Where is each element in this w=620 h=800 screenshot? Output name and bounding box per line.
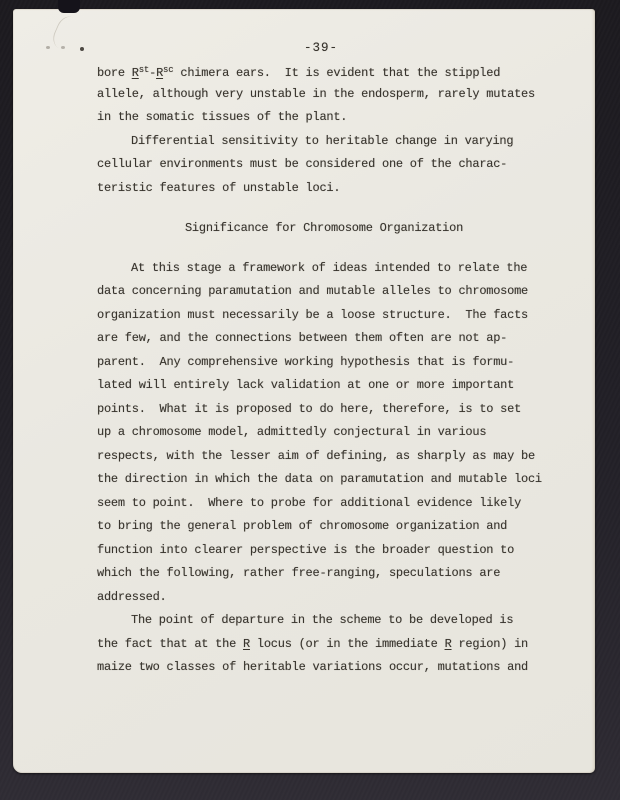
text-line	[97, 59, 551, 83]
text-line	[97, 445, 551, 469]
text-line	[97, 468, 551, 492]
text-line	[97, 177, 551, 201]
text-segment: bore	[97, 66, 132, 80]
text-line	[97, 83, 551, 107]
text-line	[97, 398, 551, 422]
text-segment: At this stage a framework of ideas intended to relate the	[131, 260, 528, 275]
underlined-gene-symbol: R	[444, 636, 452, 651]
pencil-dot	[61, 46, 65, 49]
text-segment: cellular environments must be considered one of the charac-	[97, 157, 508, 171]
text-line	[97, 609, 551, 633]
document-page	[13, 9, 595, 773]
text-segment: allele, although very unstable in the endosperm, rarely mutates	[97, 86, 535, 101]
text-segment: maize two classes of heritable variations occur, mutations and	[97, 660, 528, 674]
pencil-dot	[80, 47, 84, 51]
text-line	[97, 539, 551, 563]
text-segment: addressed.	[97, 589, 167, 604]
text-segment: the fact that at the	[97, 636, 243, 651]
text-line	[97, 515, 551, 539]
text-line	[97, 492, 551, 516]
text-segment: the direction in which the data on paramutation and mutable loci	[97, 472, 542, 486]
superscript-allele: sc	[163, 65, 174, 75]
text-segment: -	[149, 66, 157, 80]
text-segment: chimera ears. It is evident that the stippled	[173, 66, 501, 80]
text-segment: Differential sensitivity to heritable change in varying	[131, 133, 514, 148]
text-segment: parent. Any comprehensive working hypothesis that is formu-	[97, 354, 515, 369]
text-line	[97, 304, 551, 328]
blank-line	[97, 200, 551, 217]
text-line	[97, 562, 551, 586]
text-segment: seem to point. Where to probe for additional evidence likely	[97, 495, 522, 510]
text-segment: points. What it is proposed to do here, therefore, is to set	[97, 401, 522, 416]
underlined-gene-symbol: R	[242, 636, 250, 651]
text-segment: up a chromosome model, admittedly conjectural in various	[97, 425, 487, 439]
typewritten-text-block	[97, 59, 551, 680]
text-line	[97, 106, 551, 130]
text-line	[97, 656, 551, 680]
text-line	[97, 586, 551, 610]
text-line	[97, 633, 551, 657]
underlined-gene-symbol: R	[156, 66, 164, 80]
text-segment: in the somatic tissues of the plant.	[97, 110, 348, 124]
text-segment: locus (or in the immediate	[249, 636, 445, 651]
text-segment: respects, with the lesser aim of defining, as sharply as may be	[97, 448, 535, 463]
superscript-allele: st	[138, 65, 150, 75]
underlined-gene-symbol: R	[131, 66, 139, 80]
text-line	[97, 257, 551, 281]
text-segment: region) in	[451, 636, 528, 651]
scanner-edge-notch	[58, 0, 80, 13]
text-line	[97, 421, 551, 445]
text-segment: teristic features of unstable loci.	[97, 180, 341, 195]
text-segment: Significance for Chromosome Organization	[184, 220, 464, 235]
text-segment: lated will entirely lack validation at one or more important	[97, 378, 515, 392]
section-heading	[97, 217, 551, 241]
text-segment: to bring the general problem of chromosome organization and	[97, 519, 508, 533]
text-segment: data concerning paramutation and mutable alleles to chromosome	[97, 284, 528, 298]
text-segment: The point of departure in the scheme to be developed is	[131, 613, 514, 627]
text-segment: which the following, rather free-ranging, speculations are	[97, 566, 501, 580]
text-line	[97, 351, 551, 375]
text-line	[97, 327, 551, 351]
blank-line	[97, 240, 551, 257]
pencil-dot	[46, 46, 50, 49]
text-line	[97, 153, 551, 177]
text-segment: function into clearer perspective is the broader question to	[97, 542, 515, 557]
text-line	[97, 374, 551, 398]
text-line	[97, 130, 551, 154]
text-segment: are few, and the connections between them often are not ap-	[97, 331, 508, 345]
page-number: -39-	[303, 41, 338, 55]
text-line	[97, 280, 551, 304]
text-segment: organization must necessarily be a loose structure. The facts	[97, 307, 528, 322]
